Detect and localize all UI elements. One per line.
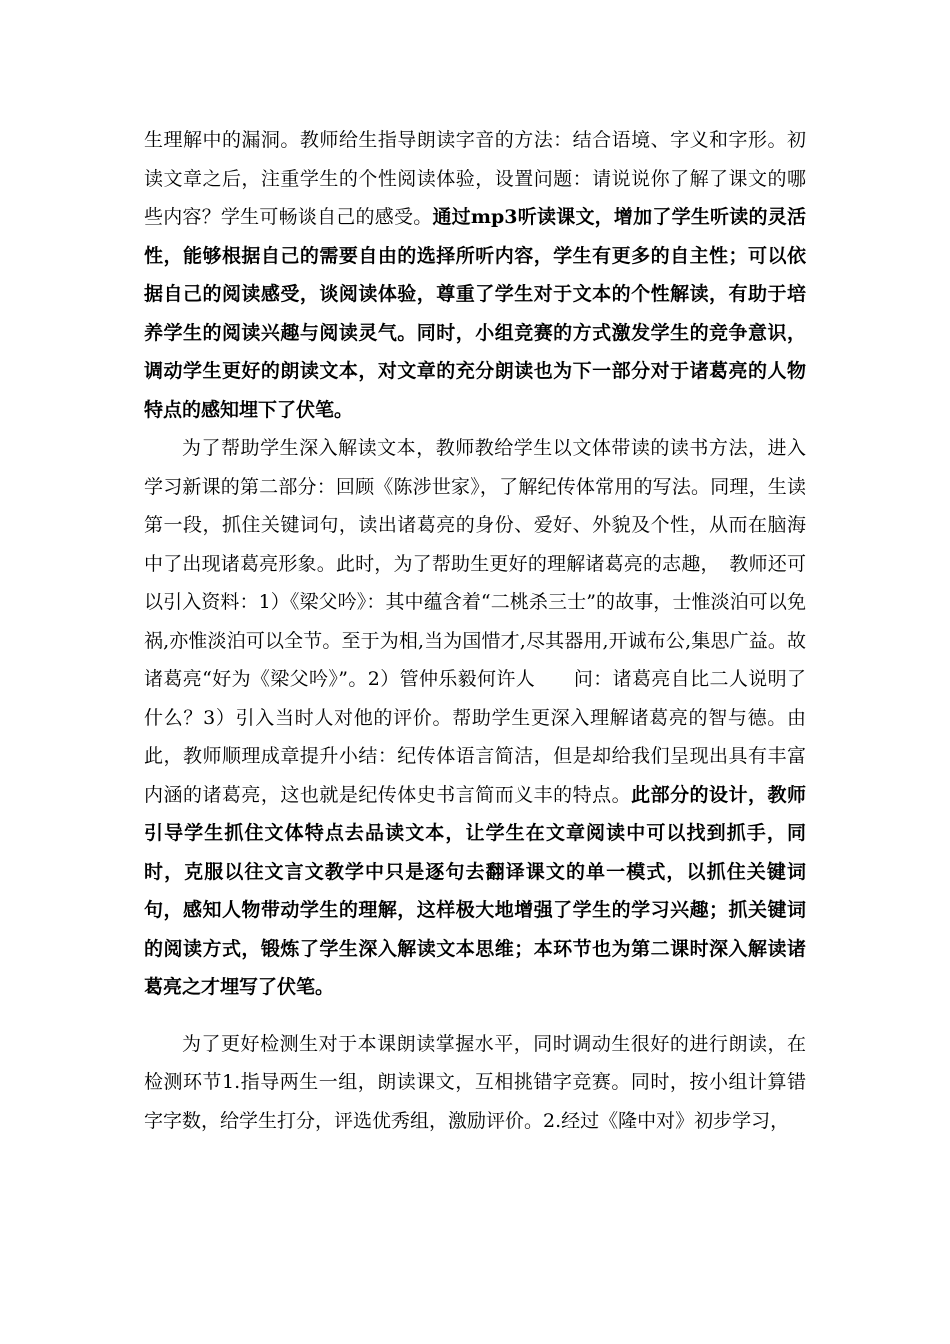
paragraph-text: 生理解中的漏洞。教师给生指导朗读字音的方法：结合语境、字义和字形。初读文章之后，注重学生的个性阅读体验，设置问题：请说说你了解了课文的哪些内容？学生可畅谈自己的感受。	[144, 129, 806, 228]
paragraph-reading-method	[144, 121, 806, 429]
document-body	[144, 121, 806, 1140]
paragraph-bold-commentary: 通过mp3听读课文，增加了学生听读的灵活性，能够根据自己的需要自由的选择所听内容，学生有更多的自主性；可以依据自己的阅读感受，谈阅读体验，尊重了学生对于文本的个性解读，有助于培养学生的阅读兴趣与阅读灵气。同时，小组竞赛的方式激发学生的竞争意识，调动学生更好的朗读文本，对文章的充分朗读也为下一部分对于诸葛亮的人物特点的感知埋下了伏笔。	[144, 206, 806, 421]
paragraph-assessment	[144, 1025, 806, 1141]
paragraph-bold-commentary: 此部分的设计，教师引导学生抓住文体特点去品读文本，让学生在文章阅读中可以找到抓手，同时，克服以往文言文教学中只是逐句去翻译课文的单一模式，以抓住关键词句，感知人物带动学生的理解，这样极大地增强了学生的学习兴趣；抓关键词的阅读方式，锻炼了学生深入解读文本思维；本环节也为第二课时深入解读诸葛亮之才埋写了伏笔。	[144, 783, 806, 998]
paragraph-text: 为了更好检测生对于本课朗读掌握水平，同时调动生很好的进行朗读，在检测环节1.指导两生一组，朗读课文，互相挑错字竞赛。同时，按小组计算错字字数，给学生打分，评选优秀组，激励评价。2.经过《隆中对》初步学习，	[144, 1032, 806, 1132]
paragraph-text: 为了帮助学生深入解读文本，教师教给学生以文体带读的读书方法，进入学习新课的第二部分：回顾《陈涉世家》，了解纪传体常用的写法。同理，生读第一段，抓住关键词句，读出诸葛亮的身份、爱好、外貌及个性，从而在脑海中了出现诸葛亮形象。此时，为了帮助生更好的理解诸葛亮的志趣， 教师还可以引入资料：1）《梁父吟》：其中蕴含着“二桃杀三士”的故事，士惟淡泊可以免祸,亦惟淡泊可以全节。至于为相,当为国惜才,尽其器用,开诚布公,集思广益。故诸葛亮“好为《梁父吟》”。2）管仲乐毅何许人 问：诸葛亮自比二人说明了什么？3）引入当时人对他的评价。帮助学生更深入理解诸葛亮的智与德。由此，教师顺理成章提升小结：纪传体语言简洁，但是却给我们呈现出具有丰富内涵的诸葛亮，这也就是纪传体史书言简而义丰的特点。	[144, 437, 806, 806]
paragraph-genre-reading	[144, 429, 806, 1007]
